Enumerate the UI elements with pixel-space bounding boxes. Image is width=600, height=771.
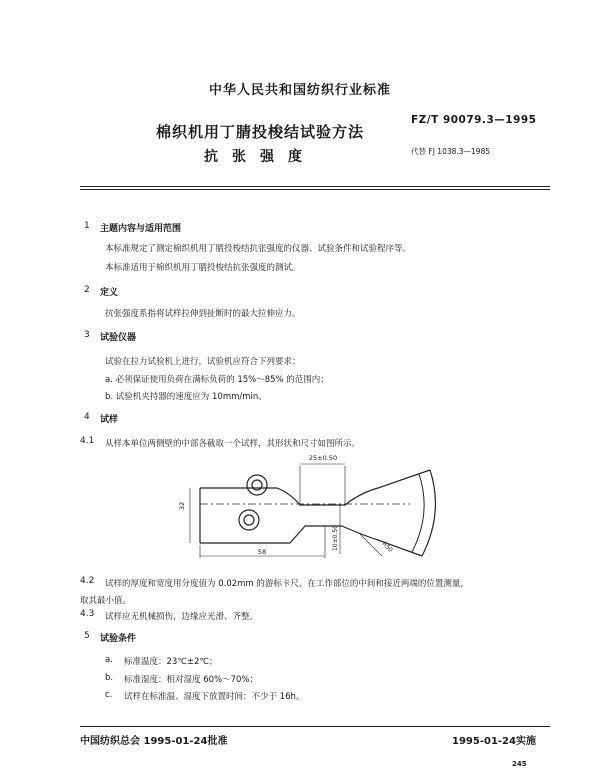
section-5-item-b-label: b. — [105, 673, 114, 683]
section-5-item-c-label: c. — [105, 690, 113, 700]
dim-radius-label: R50 — [380, 540, 394, 554]
section-5-item-a-label: a. — [105, 655, 113, 665]
section-3-number: 3 — [84, 330, 90, 340]
lower-hole-inner — [244, 515, 254, 525]
clause-4-2-text: 试样的厚度和宽度用分度值为 0.02mm 的游标卡尺，在工作部位的中间和接近两端的位置测量， — [105, 579, 469, 589]
section-1-para-2: 本标准适用于棉织机用丁腈投梭结抗张强度的测试。 — [105, 263, 301, 273]
footer-rule — [80, 726, 550, 727]
section-1-para-1: 本标准规定了测定棉织机用丁腈投梭结抗张强度的仪器、试验条件和试验程序等。 — [105, 244, 412, 254]
dim-bottom-label: 58 — [257, 548, 267, 556]
effective-date: 1995-01-24实施 — [452, 736, 536, 747]
section-2-number: 2 — [84, 285, 90, 295]
standard-number: FZ/T 90079.3—1995 — [411, 114, 537, 126]
section-3-para-1: 试验在拉力试验机上进行，试验机应符合下列要求： — [105, 357, 301, 367]
upper-hole-outer — [247, 475, 267, 495]
section-5-item-a: 标准温度：23℃±2℃； — [124, 657, 218, 667]
specimen-figure — [160, 448, 460, 573]
clause-4-3-text: 试样应无机械损伤，边缘应光滑、齐整。 — [105, 612, 259, 622]
dim-left-label: 32 — [178, 501, 186, 511]
section-5-number: 5 — [84, 631, 90, 641]
clause-4-1-number: 4.1 — [80, 436, 95, 446]
dim-neck-label: 10±0.50 — [332, 524, 339, 552]
section-2-para-1: 抗张强度系指将试样拉伸到扯断时的最大拉伸应力。 — [105, 309, 301, 319]
section-3-item-a: a. 必须保证使用负荷在满标负荷的 15%～85% 的范围内； — [105, 375, 329, 385]
standard-subtitle: 抗张强度 — [204, 149, 316, 165]
section-3-item-b: b. 试验机夹持器的速度应为 10mm/min。 — [105, 392, 267, 402]
clause-4-2-number: 4.2 — [80, 576, 95, 586]
page-number: 245 — [512, 760, 527, 768]
issuing-organization: 中华人民共和国纺织行业标准 — [208, 83, 391, 98]
specimen-right-inner-edge — [412, 474, 424, 552]
specimen-outline-upper — [200, 470, 430, 505]
section-5-item-b: 标准湿度：相对湿度 60%～70%； — [124, 675, 258, 685]
replaces-standard: 代替 FJ 1038.3—1985 — [411, 147, 491, 156]
approval-date: 中国纺织总会 1995-01-24批准 — [80, 736, 228, 747]
header-rule-bottom — [80, 189, 550, 190]
clause-4-3-number: 4.3 — [80, 609, 95, 619]
section-1-number: 1 — [84, 221, 90, 231]
section-3-title: 试验仪器 — [100, 333, 137, 343]
lower-hole-outer — [239, 510, 259, 530]
section-5-title: 试验条件 — [100, 634, 137, 644]
header-rule-top — [80, 186, 550, 187]
section-2-title: 定义 — [100, 288, 119, 298]
clause-4-2-text-cont: 取其最小值。 — [80, 596, 132, 606]
dim-top-label: 25±0.50 — [308, 454, 338, 462]
section-5-item-c: 试样在标准温、湿度下放置时间：不少于 16h。 — [124, 692, 305, 702]
section-4-title: 试样 — [100, 415, 119, 425]
standard-title: 棉织机用丁腈投梭结试验方法 — [155, 123, 364, 141]
section-1-title: 主题内容与适用范围 — [100, 224, 182, 234]
clause-4-1-text: 从样本单位两侧壁的中部各截取一个试样，其形状和尺寸如图所示。 — [105, 439, 361, 449]
section-4-number: 4 — [84, 412, 90, 422]
